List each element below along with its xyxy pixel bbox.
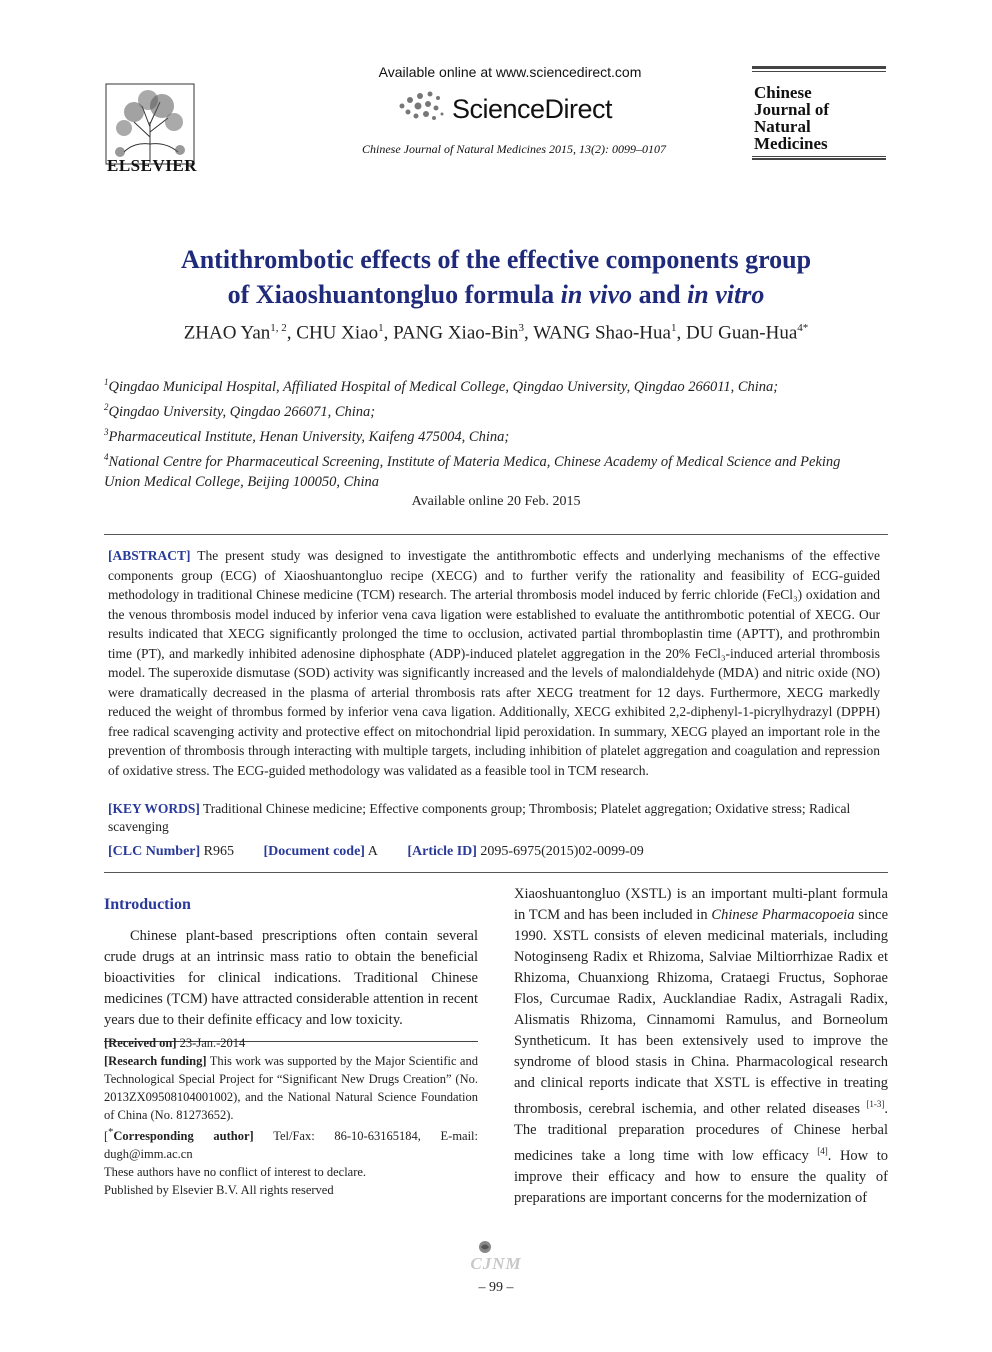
author-name: CHU Xiao <box>296 322 379 344</box>
available-online-date: Available online 20 Feb. 2015 <box>411 494 581 509</box>
affiliation: Union Medical College, Beijing 100050, China <box>104 474 380 490</box>
available-online-notice[interactable]: Available online at www.sciencedirect.com <box>378 64 642 80</box>
citation-ref: [1-3] <box>866 1099 885 1109</box>
abstract-text: The present study was designed to investigate the antithrombotic effects and underlying mechanisms of the effective components group (ECG) of Xiaoshuantongluo recipe (XECG) and to further verify the rationality and feasibility of ECG-guided methodology in traditional Chinese medicine (TCM) research. The arterial thrombosis model induced by ferric chloride (FeCl₃) oxidation and the venous thrombosis model induced by inferior vena cava ligation were established to evaluate the antithrombotic potential of XECG. Our results indicated that XECG significantly prolonged the time to occlusion, activated partial thromboplastin time (APTT), and prothrombin time (PT), and markedly inhibited adenosine diphosphate (ADP)-induced platelet aggregation in the 20% FeCl₃-induced arterial thrombosis model. The superoxide dismutase (SOD) activity was significantly increased and the levels of malondialdehyde (MDA) and nitric oxide (NO) were dramatically decreased in the plasma of arterial thrombosis rats after XECG treatment for 12 days. Furthermore, XECG markedly reduced the weight of thrombus formed by inferior vena cava ligation. Additionally, XECG exhibited 2,2-diphenyl-1-picrylhydrazyl (DPPH) free radical scavenging activity and protective effect on mitochondrial lipid peroxidation. In summary, XECG played an important role in the prevention of thrombosis through interacting with multiple targets, including inhibition of platelet aggregation and coagulation and repression of oxidative stress. The ECG-guided methodology was validated as a feasible tool in TCM research. <box>108 548 880 778</box>
abstract-label: [ABSTRACT] <box>108 548 191 563</box>
keywords-label: [KEY WORDS] <box>108 801 200 816</box>
classification-line <box>108 844 888 860</box>
keywords-block <box>108 800 880 836</box>
clc-value: R965 <box>203 844 234 859</box>
citation-ref: [4] <box>817 1145 828 1156</box>
footnotes: [Received on] 23-Jan.-2014 [Research funding] This work was supported by the Major Scientific and Technological Special Project for “Significant New Drugs Creation” (No. 2013ZX09508104001002), and the National Natural Science Foundation of China (No. 81273652). [*Corresponding author] Tel/Fax: 86-10-63165184, E-mail: dugh@imm.ac.cn These authors have no conflict of interest to declare. Published by Elsevier B.V. All rights reserved <box>104 1036 479 1198</box>
author-name: WANG Shao-Hua <box>533 322 671 344</box>
intro-paragraph-continued: Xiaoshuantongluo (XSTL) is an important multi-plant formula in TCM and has been included in Chinese Pharmacopoeia since 1990. XSTL consists of eleven medicinal materials, including Notoginseng Radix et Rhizoma, Salviae Miltiorrhizae Radix et Rhizoma, Chuanxiong Rhizoma, Crataegi Fructus, Sophorae Flos, Curcumae Radix, Aucklandiae Radix, Astragali Radix, Alismatis Rhizoma, Cinnamomi Ramulus, and Borneolum Syntheticum. It has been extensively used to improve the syndrome of blood stasis in China. Pharmacological research and clinical reports indicate that XSTL is effective in treating thrombosis, cerebral ischemia, and other related diseases [1-3]. The traditional preparation procedures of Chinese herbal medicines take a long time with low efficacy [4]. How to improve their efficacy and how to ensure the quality of preparations are important concerns for the modernization of <box>514 886 889 1206</box>
intro-paragraph: Chinese plant-based prescriptions often contain several crude drugs at an intrinsic mass ratio to obtain the beneficial bioactivities for clinical indications. Traditional Chinese medicines (TCM) have attracted considerable attention in recent years due to their definite efficacy and low toxicity. <box>104 928 478 1028</box>
journal-citation: Chinese Journal of Natural Medicines 2015, 13(2): 0099–0107 <box>362 142 666 156</box>
journal-footer-mark: CJNM <box>470 1254 522 1273</box>
document-code-value: A <box>367 844 378 859</box>
article-id-label: [Article ID] <box>407 844 477 859</box>
affiliation: $^4$National Centre for Pharmaceutical Screening, Institute of Materia Medica, Chinese Academy of Medical Science and Peking <box>104 452 841 470</box>
clc-label: [CLC Number] <box>108 844 201 859</box>
author-name: PANG Xiao-Bin <box>393 322 519 344</box>
author-name: ZHAO Yan <box>183 322 271 344</box>
affiliation: $^1$Qingdao Municipal Hospital, Affiliated Hospital of Medical College, Qingdao University, Qingdao 266011, China; <box>104 377 779 395</box>
publisher-logo-text: ELSEVIER <box>107 156 197 175</box>
abstract-bottom-rule <box>104 872 888 873</box>
abstract-block <box>108 546 880 780</box>
page-number: – 99 – <box>478 1280 514 1295</box>
journal-name-box <box>752 66 886 160</box>
affiliation: $^2$Qingdao University, Qingdao 266071, China; <box>104 402 376 420</box>
journal-emblem-icon <box>478 1240 492 1254</box>
keywords-text: Traditional Chinese medicine; Effective components group; Thrombosis; Platelet aggregation; Oxidative stress; Radical scavenging <box>108 801 851 834</box>
affiliation: $^3$Pharmaceutical Institute, Henan University, Kaifeng 475004, China; <box>104 427 510 445</box>
article-id-value: 2095-6975(2015)02-0099-09 <box>480 844 644 859</box>
abstract-top-rule <box>104 534 888 535</box>
author-name: DU Guan-Hua <box>685 322 798 344</box>
journal-name: Chinese Journal of Natural Medicines <box>754 83 830 153</box>
section-heading-introduction: Introduction <box>104 896 191 913</box>
article-title: Antithrombotic effects of the effective components group of Xiaoshuantongluo formula in vivo and in vitro <box>180 245 812 309</box>
author-list: ZHAO Yan$^{1, 2}$, CHU Xiao$^1$, PANG Xiao-Bin$^3$, WANG Shao-Hua$^1$, DU Guan-Hua$^{4*}$ <box>183 322 809 344</box>
sciencedirect-wordmark: ScienceDirect <box>452 94 613 124</box>
document-code-label: [Document code] <box>263 844 365 859</box>
